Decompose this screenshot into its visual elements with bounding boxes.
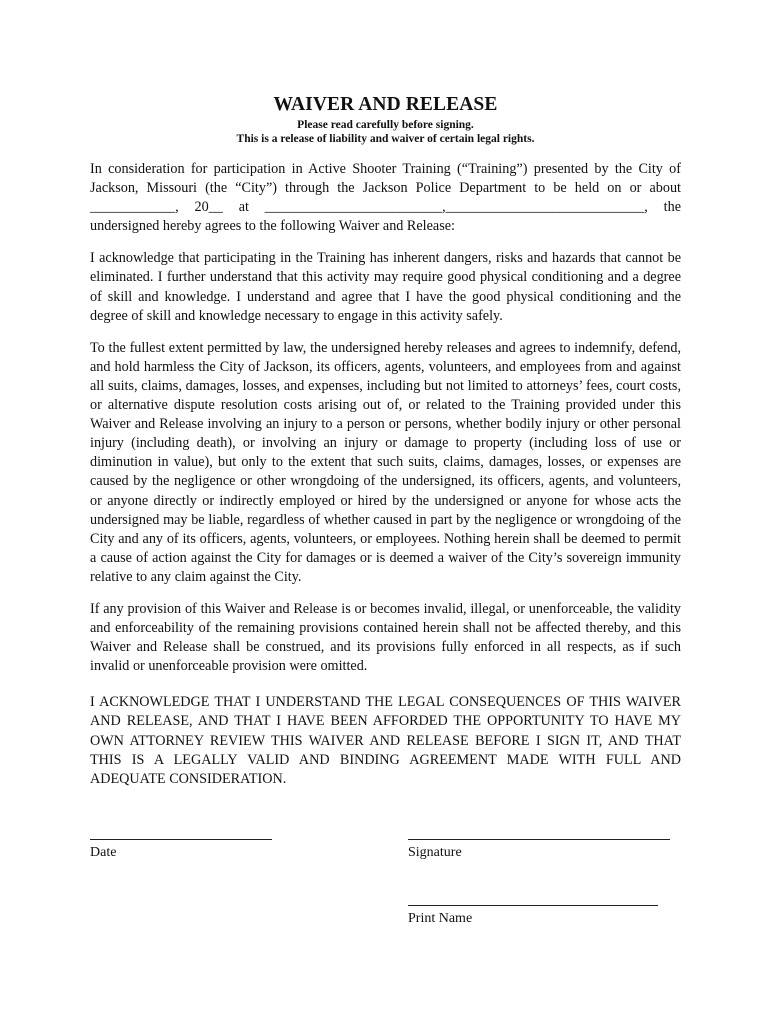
paragraph-severability: If any provision of this Waiver and Release is or becomes invalid, illegal, or unenforceable, the validity and enforceability of the remaining provisions contained herein shall not be affected thereby, and this Waiver and Release shall be construed, and its provisions fully enforced in all respects, as if such invalid or unenforceable provision were omitted.: [90, 600, 681, 675]
paragraph-acknowledgement-caps: I ACKNOWLEDGE THAT I UNDERSTAND THE LEGAL CONSEQUENCES OF THIS WAIVER AND RELEASE, AND THAT I HAVE BEEN AFFORDED THE OPPORTUNITY TO HAVE MY OWN ATTORNEY REVIEW THIS WAIVER AND RELEASE BEFORE I SIGN IT, AND THAT THIS IS A LEGALLY VALID AND BINDING AGREEMENT MADE WITH FULL AND ADEQUATE CONSIDERATION.: [90, 694, 681, 787]
document-subtitle-instruction: Please read carefully before signing.: [297, 119, 474, 131]
print-name-field[interactable]: [408, 886, 658, 928]
print-name-line[interactable]: [408, 905, 658, 906]
paragraph-consideration: In consideration for participation in Active Shooter Training (“Training”) presented by the City of Jackson, Missouri (the “City”) through the Jackson Police Department to be held on or about ____________, 20__ at _________________________,____________________________, the undersigned hereby agrees to the following Waiver and Release:: [90, 161, 681, 235]
document-title: WAIVER AND RELEASE: [273, 94, 498, 115]
print-name-label: Print Name: [408, 911, 473, 926]
date-field[interactable]: [90, 820, 272, 862]
signature-field[interactable]: [408, 820, 670, 862]
document-subtitle-notice: This is a release of liability and waiver of certain legal rights.: [236, 133, 535, 145]
date-line[interactable]: [90, 839, 272, 840]
signature-label: Signature: [408, 845, 462, 860]
paragraph-acknowledge-risks: I acknowledge that participating in the Training has inherent dangers, risks and hazards that cannot be eliminated. I further understand that this activity may require good physical conditioning and a degree of skill and knowledge. I understand and agree that I have the good physical conditioning and the degree of skill and knowledge necessary to engage in this activity safely.: [90, 250, 681, 324]
date-label: Date: [90, 845, 117, 860]
signature-section: [90, 820, 681, 940]
paragraph-indemnify: To the fullest extent permitted by law, the undersigned hereby releases and agrees to indemnify, defend, and hold harmless the City of Jackson, its officers, agents, volunteers, and employees from and against all suits, claims, damages, losses, and expenses, including but not limited to attorneys’ fees, court costs, or alternative dispute resolution costs arising out of, or related to the Training provided under this Waiver and Release involving an injury to a person or persons, whether bodily injury or other personal injury (including death), or involving an injury or damage to property (including loss of use or diminution in value), but only to the extent that such suits, claims, damages, losses, or expenses are caused by the negligence or other wrongdoing of the undersigned, its officers, agents, and volunteers, or anyone directly or indirectly employed or hired by the undersigned or anyone for whose acts the undersigned may be liable, regardless of whether caused in part by the negligence or wrongdoing of the City and any of its officers, agents, volunteers, or employees. Nothing herein shall be deemed to permit a cause of action against the City for damages or is deemed a waiver of the City’s sovereign immunity relative to any claim against the City.: [90, 339, 681, 585]
signature-line[interactable]: [408, 839, 670, 840]
